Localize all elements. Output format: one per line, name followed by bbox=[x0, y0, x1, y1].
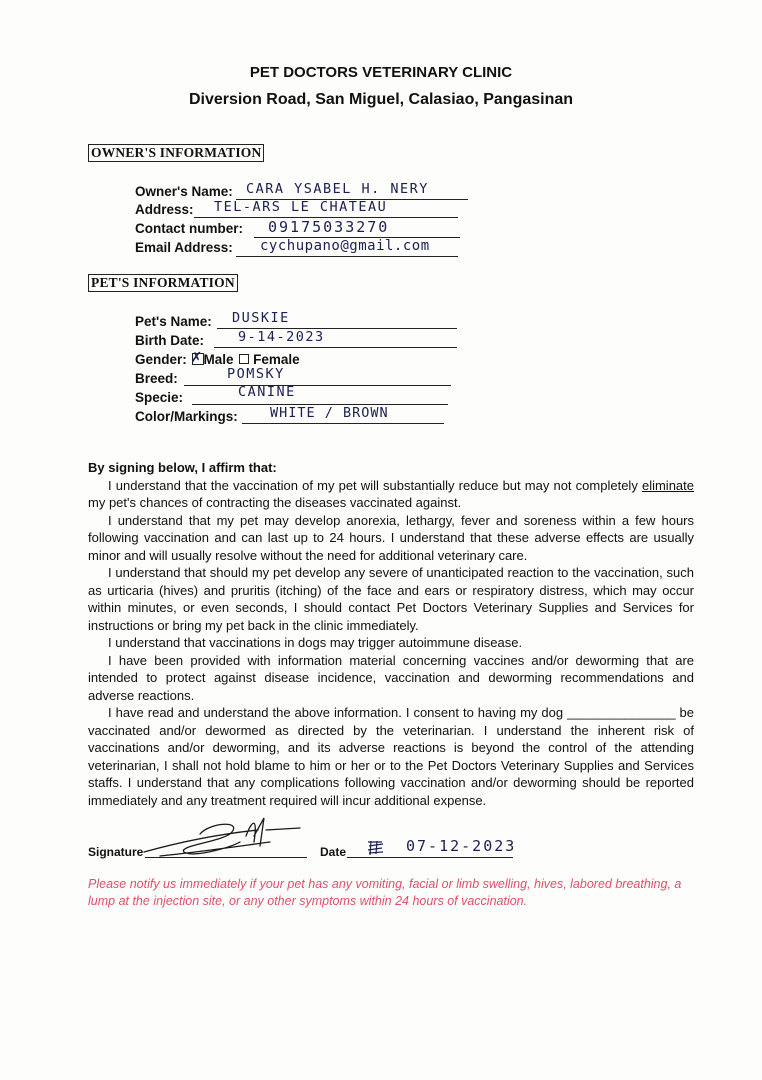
pet-name-value[interactable]: DUSKIE bbox=[232, 310, 290, 326]
consent-text bbox=[88, 459, 694, 809]
gender-female-checkbox[interactable] bbox=[239, 354, 249, 364]
birth-date-label: Birth Date: bbox=[135, 333, 205, 348]
consent-paragraph-6: I have read and understand the above information. I consent to having my dog _______________ be vaccinated and/or dewormed as directed by the veterinarian. I understand the inherent risk of vaccinations and/or deworming, and its adverse reactions is beyond the control of the attending veterinarian, I shall not hold blame to him or her or to the Pet Doctors Veterinary Supplies and Services staffs. I understand that any complications following vaccination and/or deworming should be reported immediately and any treatment required will incur additional expense. bbox=[88, 705, 694, 808]
clinic-name: PET DOCTORS VETERINARY CLINIC bbox=[249, 64, 513, 81]
signature-label: Signature bbox=[88, 845, 144, 859]
breed-line bbox=[184, 385, 451, 386]
signature-scribble bbox=[140, 812, 310, 862]
email-label: Email Address: bbox=[135, 240, 233, 255]
contact-value[interactable]: 09175033270 bbox=[268, 218, 390, 236]
date-label: Date bbox=[320, 845, 347, 859]
clinic-address: Diversion Road, San Miguel, Calasiao, Pangasinan bbox=[188, 91, 574, 108]
gender-male-checkbox[interactable] bbox=[190, 350, 204, 366]
color-line bbox=[242, 423, 444, 424]
gender-male-label: Male bbox=[203, 352, 234, 367]
consent-paragraph-3: I understand that should my pet develop any severe of unanticipated reaction to the vaccination, such as urticaria (hives) and pruritis (itching) of the face and ears or respiratory distress, which may occur within minutes, or even seconds, I should contact Pet Doctors Veterinary Supplies and Services for instructions or bring my pet back in the clinic immediately. bbox=[88, 565, 694, 633]
owner-name-value[interactable]: CARA YSABEL H. NERY bbox=[246, 181, 429, 197]
consent-paragraph-4: I understand that vaccinations in dogs may trigger autoimmune disease. bbox=[108, 635, 523, 650]
color-label: Color/Markings: bbox=[135, 409, 238, 424]
consent-paragraph-1: I understand that the vaccination of my pet will substantially reduce but may not completely eliminate my pet's chances of contracting the diseases vaccinated against. bbox=[88, 477, 694, 510]
owner-section-title: OWNER'S INFORMATION bbox=[88, 144, 264, 162]
contact-label: Contact number: bbox=[135, 221, 243, 236]
specie-value[interactable]: CANINE bbox=[238, 384, 296, 400]
date-value[interactable]: 07-12-2023 bbox=[406, 837, 517, 855]
consent-paragraph-2: I understand that my pet may develop anorexia, lethargy, fever and soreness within a few hours following vaccination and can last up to 24 hours. I understand that these adverse effects are usually minor and will usually resolve without the need for additional veterinary care. bbox=[88, 512, 694, 563]
address-label: Address: bbox=[135, 202, 194, 217]
color-value[interactable]: WHITE / BROWN bbox=[270, 405, 389, 421]
pet-section-title: PET'S INFORMATION bbox=[88, 274, 238, 292]
birth-date-value[interactable]: 9-14-2023 bbox=[238, 329, 325, 345]
date-crossout-scribble bbox=[366, 838, 386, 858]
pet-name-label: Pet's Name: bbox=[135, 314, 212, 329]
dog-name-blank[interactable]: _______________ bbox=[567, 705, 676, 720]
gender-label: Gender: bbox=[135, 352, 187, 367]
consent-paragraph-5: I have been provided with information material concerning vaccines and/or deworming that are intended to protect against disease incidence, vaccination and deworming recommendations and adverse reactions. bbox=[88, 652, 694, 703]
breed-value[interactable]: POMSKY bbox=[227, 366, 285, 382]
specie-label: Specie: bbox=[135, 390, 184, 405]
birth-date-line bbox=[214, 347, 457, 348]
owner-name-label: Owner's Name: bbox=[135, 184, 233, 199]
check-mark-icon: ✗ bbox=[190, 350, 203, 366]
gender-female-label: Female bbox=[253, 352, 300, 367]
notice-text: Please notify us immediately if your pet has any vomiting, facial or limb swelling, hives, labored breathing, a lump at the injection site, or any other symptoms within 24 hours of vaccination. bbox=[88, 877, 682, 908]
email-value[interactable]: cychupano@gmail.com bbox=[260, 238, 430, 254]
breed-label: Breed: bbox=[135, 371, 178, 386]
address-value[interactable]: TEL-ARS LE CHATEAU bbox=[214, 199, 388, 215]
consent-intro: By signing below, I affirm that: bbox=[88, 460, 277, 475]
email-line bbox=[236, 256, 458, 257]
